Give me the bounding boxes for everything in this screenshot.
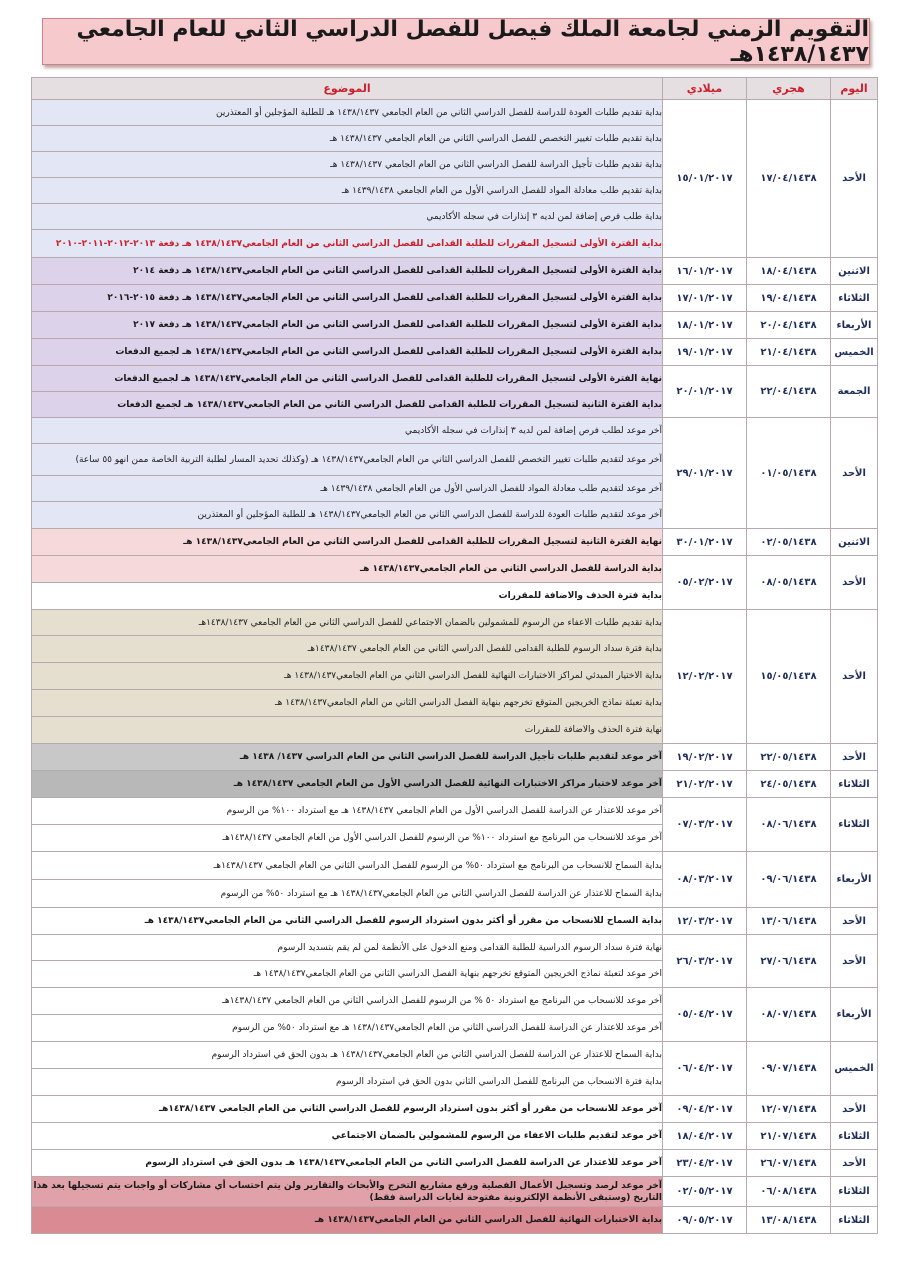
greg-cell: ١٢/٠٣/٢٠١٧ <box>663 908 747 935</box>
topic-cell: بداية تقديم طلب معادلة المواد للفصل الدراسي الأول من العام الجامعي ١٤٣٩/١٤٣٨ هـ <box>32 178 663 204</box>
topic-cell: نهاية فترة سداد الرسوم الدراسية للطلبة القدامى ومنع الدخول على الأنظمة لمن لم يقم بتسديد الرسوم <box>32 935 663 961</box>
header-hijri: هجري <box>747 78 831 100</box>
topic-cell: آخر موعد للانسحاب من البرنامج مع استرداد ١٠٠% من الرسوم للفصل الدراسي الأول من العام الجامعي ١٤٣٨/١٤٣٧هـ <box>32 825 663 852</box>
topic-cell: بداية الفترة الأولى لتسجيل المقررات للطلبة القدامى للفصل الدراسي الثاني من العام الجامعي١٤٣٨/١٤٣٧ هـ دفعة ٢٠١٥-٢٠١٦ <box>32 285 663 312</box>
hijri-cell: ١٨/٠٤/١٤٣٨ <box>747 258 831 285</box>
hijri-cell: ٠٨/٠٥/١٤٣٨ <box>747 556 831 610</box>
table-row <box>32 744 878 771</box>
greg-cell: ١٨/٠٤/٢٠١٧ <box>663 1123 747 1150</box>
greg-cell: ٠٩/٠٤/٢٠١٧ <box>663 1096 747 1123</box>
day-cell: الخميس <box>831 1042 878 1096</box>
topic-cell: بداية الفترة الأولى لتسجيل المقررات للطلبة القدامى للفصل الدراسي الثاني من العام الجامعي١٤٣٨/١٤٣٧ هـ دفعة ٢٠١٧ <box>32 312 663 339</box>
day-cell: الأحد <box>831 610 878 744</box>
table-row <box>32 1150 878 1177</box>
greg-cell: ٢٠/٠١/٢٠١٧ <box>663 366 747 418</box>
topic-cell: بداية الفترة الأولى لتسجيل المقررات للطلبة القدامى للفصل الدراسي الثاني من العام الجامعي١٤٣٨/١٤٣٧ هـ دفعة ٢٠١٤ <box>32 258 663 285</box>
greg-cell: ١٩/٠١/٢٠١٧ <box>663 339 747 366</box>
hijri-cell: ١٢/٠٧/١٤٣٨ <box>747 1096 831 1123</box>
table-row <box>32 908 878 935</box>
table-row <box>32 610 878 636</box>
topic-cell: آخر موعد لتقديم طلبات تغيير التخصص للفصل الدراسي الثاني من العام الجامعي١٤٣٨/١٤٣٧ هـ (وكذلك تحديد المسار لطلبة التربية الخاصة ممن انهو ٥٥ ساعة) <box>32 444 663 476</box>
table-row <box>32 529 878 556</box>
topic-cell: آخر موعد لتقديم طلبات الاعفاء من الرسوم للمشمولين بالضمان الاجتماعي <box>32 1123 663 1150</box>
hijri-cell: ٠٦/٠٨/١٤٣٨ <box>747 1177 831 1207</box>
topic-cell: آخر موعد لتقديم طلب معادلة المواد للفصل الدراسي الأول من العام الجامعي ١٤٣٩/١٤٣٨ هـ <box>32 476 663 502</box>
topic-cell: بداية الفترة الثانية لتسجيل المقررات للطلبة القدامى للفصل الدراسي الثاني من العام الجامعي١٤٣٨/١٤٣٧ هـ لجميع الدفعات <box>32 392 663 418</box>
topic-cell: آخر موعد لتقديم طلبات العودة للدراسة للفصل الدراسي الثاني من العام الجامعي١٤٣٨/١٤٣٧ هـ للطلبة المؤجلين أو المعتذرين <box>32 502 663 529</box>
header-row <box>32 78 878 100</box>
topic-cell: بداية فترة الحذف والاضافة للمقررات <box>32 583 663 610</box>
hijri-cell: ٠٨/٠٦/١٤٣٨ <box>747 798 831 852</box>
table-row <box>32 935 878 961</box>
table-row <box>32 1042 878 1069</box>
table-row <box>32 771 878 798</box>
day-cell: الأربعاء <box>831 852 878 908</box>
topic-cell: بداية السماح للاعتذار عن الدراسة للفصل الدراسي الثاني من العام الجامعي١٤٣٨/١٤٣٧ هـ مع استرداد ٥٠% من الرسوم <box>32 880 663 908</box>
topic-cell: بداية السماح للانسحاب من البرنامج مع استرداد ٥٠% من الرسوم للفصل الدراسي الثاني من العام الجامعي ١٤٣٨/١٤٣٧هـ <box>32 852 663 880</box>
greg-cell: ١٢/٠٢/٢٠١٧ <box>663 610 747 744</box>
hijri-cell: ١٩/٠٤/١٤٣٨ <box>747 285 831 312</box>
day-cell: الأربعاء <box>831 988 878 1042</box>
table-row <box>32 852 878 880</box>
day-cell: الاثنين <box>831 258 878 285</box>
table-row <box>32 1207 878 1234</box>
topic-cell: بداية الاختبارات النهائية للفصل الدراسي الثاني من العام الجامعي١٤٣٨/١٤٣٧ هـ <box>32 1207 663 1234</box>
page-title: التقويم الزمني لجامعة الملك فيصل للفصل الدراسي الثاني للعام الجامعي ١٤٣٨/١٤٣٧هـ <box>76 16 869 67</box>
greg-cell: ١٨/٠١/٢٠١٧ <box>663 312 747 339</box>
hijri-cell: ٢٦/٠٧/١٤٣٨ <box>747 1150 831 1177</box>
topic-cell: آخر موعد للانسحاب من البرنامج مع استرداد ٥٠ % من الرسوم للفصل الدراسي الثاني من العام الجامعي ١٤٣٨/١٤٣٧هـ <box>32 988 663 1015</box>
topic-cell: بداية السماح للاعتذار عن الدراسة للفصل الدراسي الثاني من العام الجامعي١٤٣٨/١٤٣٧ هـ بدون الحق في استرداد الرسوم <box>32 1042 663 1069</box>
table-row <box>32 1096 878 1123</box>
table-row <box>32 1177 878 1207</box>
header-greg: ميلادي <box>663 78 747 100</box>
table-row <box>32 312 878 339</box>
hijri-cell: ٠٢/٠٥/١٤٣٨ <box>747 529 831 556</box>
day-cell: الخميس <box>831 339 878 366</box>
day-cell: الأحد <box>831 556 878 610</box>
hijri-cell: ٠٩/٠٦/١٤٣٨ <box>747 852 831 908</box>
topic-cell: آخر موعد للاعتذار عن الدراسة للفصل الدراسي الثاني من العام الجامعي١٤٣٨/١٤٣٧ هـ مع استرداد ٥٠% من الرسوم <box>32 1015 663 1042</box>
topic-cell: بداية تعبئة نماذج الخريجين المتوقع تخرجهم بنهاية الفصل الدراسي الثاني من العام الجامعي١٤٣٨/١٤٣٧ هـ <box>32 690 663 717</box>
day-cell: الثلاثاء <box>831 1123 878 1150</box>
day-cell: الأحد <box>831 100 878 258</box>
greg-cell: ١٩/٠٢/٢٠١٧ <box>663 744 747 771</box>
table-row <box>32 556 878 583</box>
hijri-cell: ٢٢/٠٥/١٤٣٨ <box>747 744 831 771</box>
day-cell: الثلاثاء <box>831 798 878 852</box>
day-cell: الجمعة <box>831 366 878 418</box>
topic-cell: بداية الفترة الأولى لتسجيل المقررات للطلبة القدامى للفصل الدراسي الثاني من العام الجامعي١٤٣٨/١٤٣٧ هـ لجميع الدفعات <box>32 339 663 366</box>
hijri-cell: ١٣/٠٨/١٤٣٨ <box>747 1207 831 1234</box>
greg-cell: ١٧/٠١/٢٠١٧ <box>663 285 747 312</box>
day-cell: الاثنين <box>831 529 878 556</box>
greg-cell: ٠٩/٠٥/٢٠١٧ <box>663 1207 747 1234</box>
topic-cell: نهاية الفترة الأولى لتسجيل المقررات للطلبة القدامى للفصل الدراسي الثاني من العام الجامعي١٤٣٨/١٤٣٧ هـ لجميع الدفعات <box>32 366 663 392</box>
day-cell: الأحد <box>831 935 878 988</box>
header-day: اليوم <box>831 78 878 100</box>
hijri-cell: ٠١/٠٥/١٤٣٨ <box>747 418 831 529</box>
day-cell: الثلاثاء <box>831 771 878 798</box>
table-row <box>32 339 878 366</box>
day-cell: الأحد <box>831 744 878 771</box>
hijri-cell: ١٧/٠٤/١٤٣٨ <box>747 100 831 258</box>
greg-cell: ٢٦/٠٣/٢٠١٧ <box>663 935 747 988</box>
day-cell: الأحد <box>831 1096 878 1123</box>
topic-cell: بداية تقديم طلبات الاعفاء من الرسوم للمشمولين بالضمان الاجتماعي للفصل الدراسي الثاني من العام الجامعي ١٤٣٨/١٤٣٧هـ <box>32 610 663 636</box>
day-cell: الأربعاء <box>831 312 878 339</box>
topic-cell: بداية السماح للانسحاب من مقرر أو أكثر بدون استرداد الرسوم للفصل الدراسي الثاني من العام الجامعي١٤٣٨/١٤٣٧ هـ <box>32 908 663 935</box>
hijri-cell: ٢٠/٠٤/١٤٣٨ <box>747 312 831 339</box>
topic-cell: بداية طلب فرص إضافة لمن لديه ٣ إنذارات في سجله الأكاديمي <box>32 204 663 230</box>
table-row <box>32 798 878 825</box>
greg-cell: ٢٩/٠١/٢٠١٧ <box>663 418 747 529</box>
title-banner <box>42 18 870 65</box>
day-cell: الأحد <box>831 908 878 935</box>
topic-cell: بداية الفترة الأولى لتسجيل المقررات للطلبة القدامى للفصل الدراسي الثاني من العام الجامعي١٤٣٨/١٤٣٧ هـ دفعة ٢٠١٣-٢٠١٢-٢٠١١-٢٠١٠ <box>32 230 663 258</box>
greg-cell: ٠٢/٠٥/٢٠١٧ <box>663 1177 747 1207</box>
topic-cell: بداية تقديم طلبات العودة للدراسة للفصل الدراسي الثاني من العام الجامعي ١٤٣٨/١٤٣٧ هـ للطلبة المؤجلين أو المعتذرين <box>32 100 663 126</box>
topic-cell: بداية تقديم طلبات تأجيل الدراسة للفصل الدراسي الثاني من العام الجامعي ١٤٣٨/١٤٣٧ هـ <box>32 152 663 178</box>
topic-cell: بداية فترة سداد الرسوم للطلبة القدامى للفصل الدراسي الثاني من العام الجامعي ١٤٣٨/١٤٣٧هـ <box>32 636 663 663</box>
topic-cell: نهاية الفترة الثانية لتسجيل المقررات للطلبة القدامى للفصل الدراسي الثاني من العام الجامعي١٤٣٨/١٤٣٧ هـ <box>32 529 663 556</box>
table-row <box>32 988 878 1015</box>
greg-cell: ٣٠/٠١/٢٠١٧ <box>663 529 747 556</box>
topic-cell: نهاية فترة الحذف والاضافة للمقررات <box>32 717 663 744</box>
table-row <box>32 285 878 312</box>
topic-cell: آخر موعد للانسحاب من مقرر أو أكثر بدون استرداد الرسوم للفصل الدراسي الثاني من العام الجامعي ١٤٣٨/١٤٣٧هـ <box>32 1096 663 1123</box>
greg-cell: ٠٥/٠٢/٢٠١٧ <box>663 556 747 610</box>
hijri-cell: ١٥/٠٥/١٤٣٨ <box>747 610 831 744</box>
hijri-cell: ٠٨/٠٧/١٤٣٨ <box>747 988 831 1042</box>
topic-cell: آخر موعد لطلب فرص إضافة لمن لديه ٣ إنذارات في سجله الأكاديمي <box>32 418 663 444</box>
hijri-cell: ٢١/٠٧/١٤٣٨ <box>747 1123 831 1150</box>
greg-cell: ٠٥/٠٤/٢٠١٧ <box>663 988 747 1042</box>
day-cell: الثلاثاء <box>831 1207 878 1234</box>
table-row <box>32 418 878 444</box>
table-row <box>32 1123 878 1150</box>
hijri-cell: ١٣/٠٦/١٤٣٨ <box>747 908 831 935</box>
topic-cell: بداية الدراسة للفصل الدراسي الثاني من العام الجامعي١٤٣٨/١٤٣٧ هـ <box>32 556 663 583</box>
topic-cell: آخر موعد لرصد وتسجيل الأعمال الفصلية ورفع مشاريع التخرج والأبحاث والتقارير ولن يتم احتساب أي مشاركات أو واجبات يتم تسجيلها بعد هذا التاريخ (وستبقى الأنظمة الإلكترونية مفتوحة لغايات الدراسة فقط) <box>32 1177 663 1207</box>
hijri-cell: ٠٩/٠٧/١٤٣٨ <box>747 1042 831 1096</box>
greg-cell: ١٥/٠١/٢٠١٧ <box>663 100 747 258</box>
table-row <box>32 366 878 392</box>
topic-cell: آخر موعد للاعتذار عن الدراسة للفصل الدراسي الثاني من العام الجامعي١٤٣٨/١٤٣٧ هـ بدون الحق في استرداد الرسوم <box>32 1150 663 1177</box>
hijri-cell: ٢٢/٠٤/١٤٣٨ <box>747 366 831 418</box>
calendar-table <box>31 77 878 1234</box>
hijri-cell: ٢٧/٠٦/١٤٣٨ <box>747 935 831 988</box>
topic-cell: آخر موعد للاعتذار عن الدراسة للفصل الدراسي الأول من العام الجامعي ١٤٣٨/١٤٣٧ هـ مع استرداد ١٠٠% من الرسوم <box>32 798 663 825</box>
day-cell: الأحد <box>831 418 878 529</box>
hijri-cell: ٢١/٠٤/١٤٣٨ <box>747 339 831 366</box>
topic-cell: آخر موعد لاختيار مراكز الاختبارات النهائية للفصل الدراسي الأول من العام الجامعي ١٤٣٨/١٤٣٧ هـ <box>32 771 663 798</box>
table-row <box>32 100 878 126</box>
greg-cell: ١٦/٠١/٢٠١٧ <box>663 258 747 285</box>
table-row <box>32 258 878 285</box>
greg-cell: ٢١/٠٢/٢٠١٧ <box>663 771 747 798</box>
topic-cell: بداية تقديم طلبات تغيير التخصص للفصل الدراسي الثاني من العام الجامعي ١٤٣٨/١٤٣٧ هـ <box>32 126 663 152</box>
topic-cell: آخر موعد لتقديم طلبات تأجيل الدراسة للفصل الدراسي الثاني من العام الدراسي ١٤٣٧/ ١٤٣٨ هـ <box>32 744 663 771</box>
day-cell: الأحد <box>831 1150 878 1177</box>
header-topic: الموضوع <box>32 78 663 100</box>
topic-cell: اخر موعد لتعبئة نماذج الخريجين المتوقع تخرجهم بنهاية الفصل الدراسي الثاني من العام الجامعي١٤٣٨/١٤٣٧ هـ <box>32 961 663 988</box>
greg-cell: ٢٣/٠٤/٢٠١٧ <box>663 1150 747 1177</box>
hijri-cell: ٢٤/٠٥/١٤٣٨ <box>747 771 831 798</box>
greg-cell: ٠٧/٠٣/٢٠١٧ <box>663 798 747 852</box>
day-cell: الثلاثاء <box>831 1177 878 1207</box>
topic-cell: بداية فترة الانسحاب من البرنامج للفصل الدراسي الثاني بدون الحق في استرداد الرسوم <box>32 1069 663 1096</box>
greg-cell: ٠٨/٠٣/٢٠١٧ <box>663 852 747 908</box>
greg-cell: ٠٦/٠٤/٢٠١٧ <box>663 1042 747 1096</box>
topic-cell: بداية الاختيار المبدئي لمراكز الاختبارات النهائية للفصل الدراسي الثاني من العام الجامعي١٤٣٨/١٤٣٧ هـ <box>32 663 663 690</box>
day-cell: الثلاثاء <box>831 285 878 312</box>
